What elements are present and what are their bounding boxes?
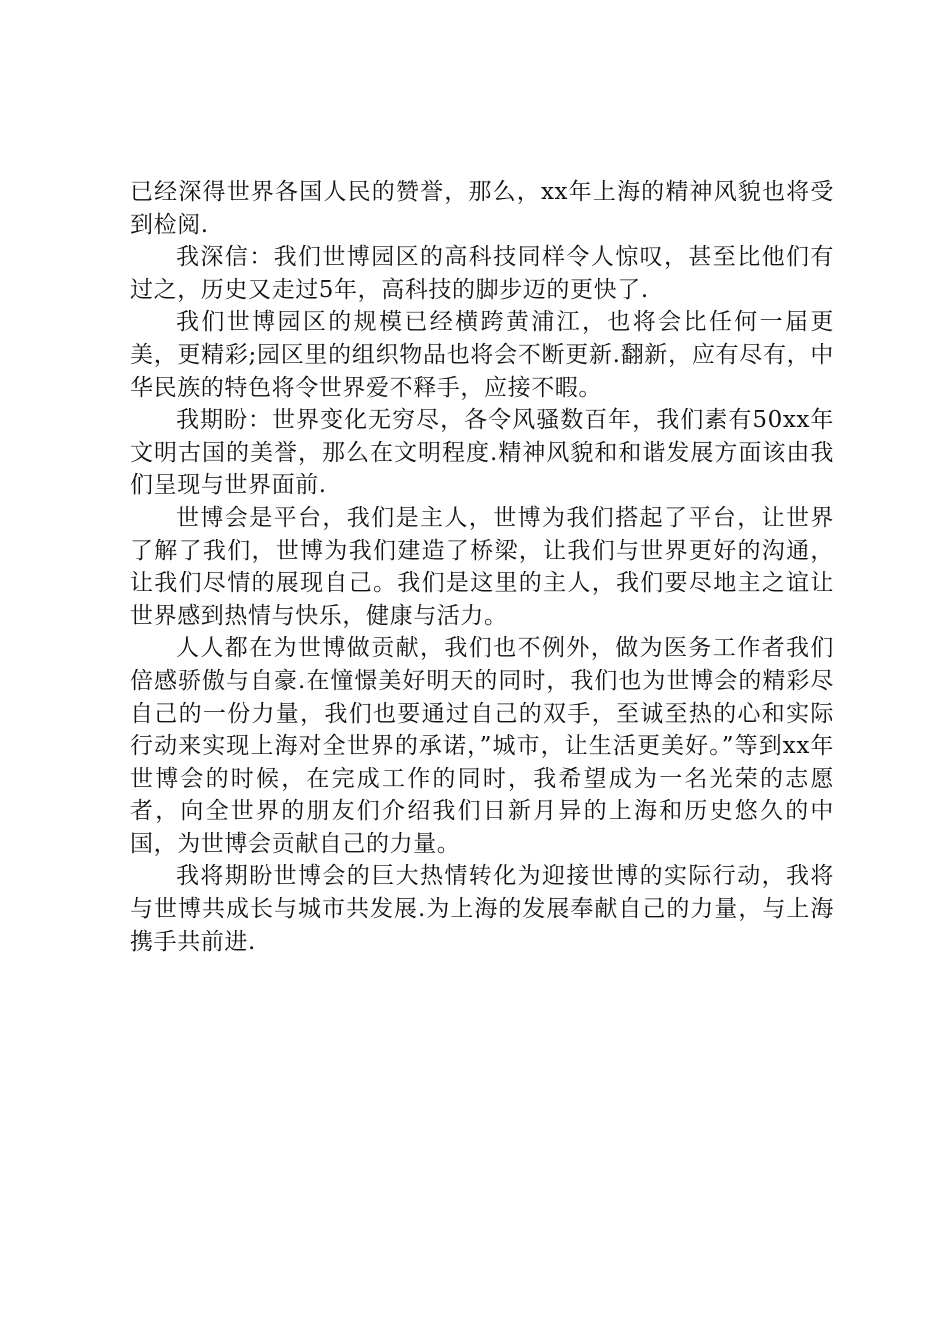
paragraph-belief: 我深信：我们世博园区的高科技同样令人惊叹，甚至比他们有过之，历史又走过5年，高科技的脚步迈的更快了. — [130, 244, 834, 303]
paragraph-hope: 我期盼：世界变化无穷尽，各令风骚数百年，我们素有50xx年文明古国的美誉，那么在文明程度.精神风貌和和谐发展方面该由我们呈现与世界面前. — [130, 407, 834, 499]
document-body — [130, 176, 834, 958]
paragraph-contribution: 人人都在为世博做贡献，我们也不例外，做为医务工作者我们倍感骄傲与自豪.在憧憬美好明天的同时，我们也为世博会的精彩尽自己的一份力量，我们也要通过自己的双手，至诚至热的心和实际行动来实现上海对全世界的承诺，”城市，让生活更美好。”等到xx年世博会的时候，在完成工作的同时，我希望成为一名光荣的志愿者，向全世界的朋友们介绍我们日新月异的上海和历史悠久的中国，为世博会贡献自己的力量。 — [130, 635, 834, 857]
paragraph-continued: 已经深得世界各国人民的赞誉，那么，xx年上海的精神风貌也将受到检阅. — [130, 179, 834, 238]
paragraph-closing: 我将期盼世博会的巨大热情转化为迎接世博的实际行动，我将与世博共成长与城市共发展.为上海的发展奉献自己的力量，与上海携手共前进. — [130, 863, 834, 955]
paragraph-park-scale: 我们世博园区的规模已经横跨黄浦江，也将会比任何一届更美，更精彩;园区里的组织物品也将会不断更新.翻新，应有尽有，中华民族的特色将令世界爱不释手，应接不暇。 — [130, 309, 834, 401]
paragraph-platform: 世博会是平台，我们是主人，世博为我们搭起了平台，让世界了解了我们，世博为我们建造了桥梁，让我们与世界更好的沟通，让我们尽情的展现自己。我们是这里的主人，我们要尽地主之谊让世界感到热情与快乐，健康与活力。 — [130, 504, 834, 629]
